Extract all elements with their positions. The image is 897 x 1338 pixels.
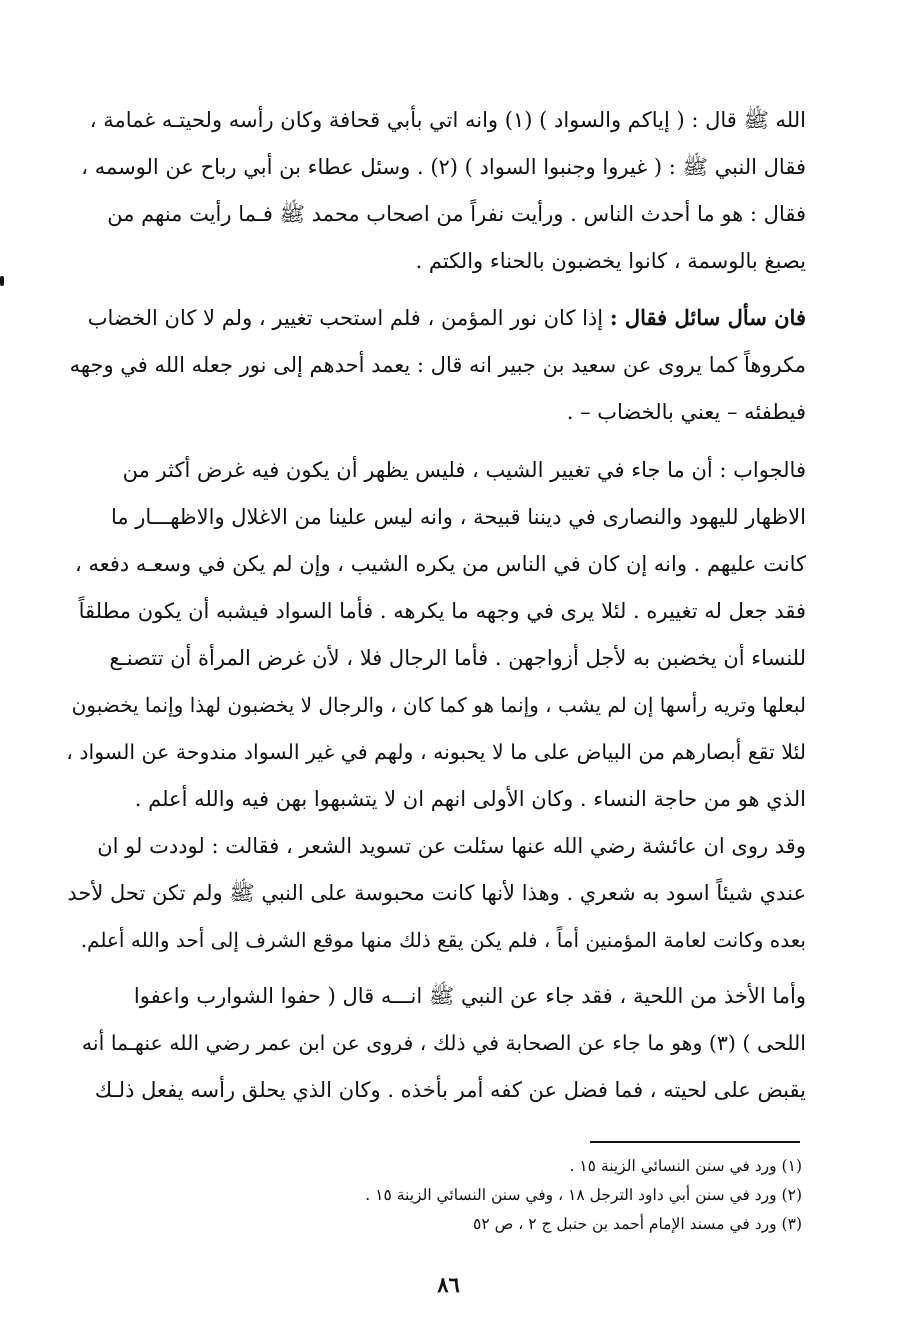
paragraph-1	[66, 97, 806, 285]
paragraph-4	[66, 823, 806, 964]
text-line: فقال : هو ما أحدث الناس . ورأيت نفراً من اصحاب محمد ﷺ فـما رأيت منهم من	[107, 202, 806, 226]
page-number: ٨٦	[437, 1272, 460, 1297]
footnote-2: (٢) ورد في سنن أبي داود الترجل ١٨ ، وفي سنن النسائي الزينة ١٥ .	[365, 1186, 802, 1204]
text-line	[66, 294, 806, 342]
paragraph-5	[66, 973, 806, 1114]
text-line: عندي شيئاً اسود به شعري . وهذا لأنها كانت محبوسة على النبي ﷺ ولم تكن تحل لأحد	[67, 881, 806, 905]
footnote-1: (١) ورد في سنن النسائي الزينة ١٥ .	[569, 1157, 802, 1175]
text-line: مكروهاً كما يروى عن سعيد بن جبير انه قال : يعمد أحدهم إلى نور جعله الله في وجهه	[69, 353, 806, 377]
footnote-divider	[590, 1141, 800, 1143]
question-lead: فان سأل سائل فقال :	[609, 305, 806, 330]
text-line: لبعلها وتريه رأسها إن لم يشب ، وإنما هو كما كان ، والرجال لا يخضبون لهذا وإنما يخضبون	[71, 693, 806, 717]
text-line: للنساء أن يخضبن به لأجل أزواجهن . فأما الرجال فلا ، لأن غرض المرأة أن تتصنـع	[109, 646, 806, 670]
text-line: كانت عليهم . وانه إن كان في الناس من يكره الشيب ، وإن لم يكن في وسعـه دفعه ،	[74, 552, 806, 576]
text-line: لئلا تقع أبصارهم من البياض على ما لا يحبونه ، ولهم في غير السواد مندوحة عن السواد ،	[66, 740, 806, 764]
paragraph-3	[66, 447, 806, 823]
scan-edge-mark	[0, 276, 4, 286]
footnote-3: (٣) ورد في مسند الإمام أحمد بن حنبل ج ٢ ، ص ٥٢	[473, 1215, 802, 1233]
text-line: بعده وكانت لعامة المؤمنين أماً ، فلم يكن يقع ذلك منها موقع الشرف إلى أحد والله أعلم.	[80, 928, 806, 952]
text-line: وقد روى ان عائشة رضي الله عنها سئلت عن تسويد الشعر ، فقالت : لوددت لو ان	[97, 834, 806, 858]
text-line: فيطفئه – يعني بالخضاب – .	[566, 400, 806, 424]
text-line: يصبغ بالوسمة ، كانوا يخضبون بالحناء والكتم .	[415, 249, 806, 273]
text-line: الاظهار لليهود والنصارى في ديننا قبيحة ، وانه ليس علينا من الاغلال والاظهـــار ما	[110, 505, 806, 529]
footnotes	[162, 1152, 802, 1239]
text-line: فقد جعل له تغييره . لئلا يرى في وجهه ما يكرهه . فأما السواد فيشبه أن يكون مطلقاً	[78, 599, 806, 623]
text-line-rest: إذا كان نور المؤمن ، فلم استحب تغيير ، ولم لا كان الخضاب	[87, 306, 604, 330]
text-line: الذي هو من حاجة النساء . وكان الأولى انهم ان لا يتشبهوا بهن فيه والله أعلم .	[134, 787, 806, 811]
text-line: الله ﷺ قال : ( إياكم والسواد ) (١) وانه اتي بأبي قحافة وكان رأسه ولحيتـه غمامة ،	[89, 108, 806, 132]
text-line: وأما الأخذ من اللحية ، فقد جاء عن النبي ﷺ انـــه قال ( حفوا الشوارب واعفوا	[133, 984, 806, 1008]
text-line: فقال النبي ﷺ : ( غيروا وجنبوا السواد ) (٢) . وسئل عطاء بن أبي رباح عن الوسمه ،	[81, 155, 806, 179]
text-line: فالجواب : أن ما جاء في تغيير الشيب ، فليس يظهر أن يكون فيه غرض أكثر من	[122, 458, 806, 482]
text-line: اللحى ) (٣) وهو ما جاء عن الصحابة في ذلك ، فروى عن ابن عمر رضي الله عنهـما أنه	[81, 1031, 806, 1055]
text-line: يقبض على لحيته ، فما فضل عن كفه أمر بأخذه . وكان الذي يحلق رأسه يفعل ذلـك	[94, 1078, 806, 1102]
paragraph-2	[66, 294, 806, 436]
